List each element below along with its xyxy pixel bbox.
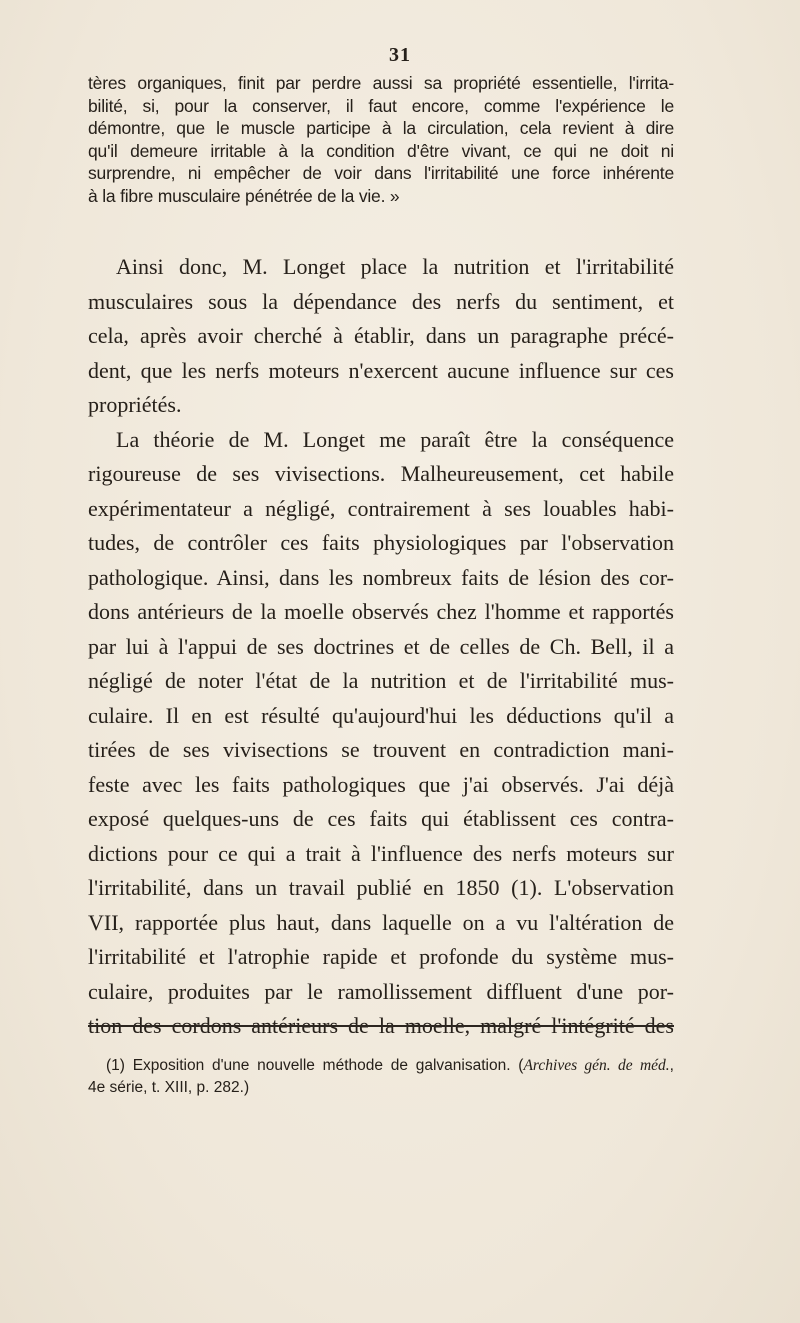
text-line: expérimentateur a négligé, contrairement à ses louables habi- [88, 495, 674, 521]
text-line: bilité, si, pour la conserver, il faut encore, comme l'expérience le [88, 95, 674, 116]
footnote-text: (1) Exposition d'une nouvelle méthode de galvanisation. ( [106, 1057, 524, 1074]
text-line: exposé quelques-uns de ces faits qui établissent ces contra- [88, 806, 674, 831]
text-line: culaire, produites par le ramollissement diffluent d'une por- [88, 978, 674, 1004]
text-line: négligé de noter l'état de la nutrition et de l'irritabilité mus- [88, 668, 674, 693]
text-line: cela, après avoir cherché à établir, dans un paragraphe précé- [88, 323, 674, 348]
text-line: La théorie de M. Longet me paraît être la conséquence [116, 426, 674, 452]
page-number: 31 [389, 44, 411, 66]
footnote-punctuation: , [669, 1057, 674, 1074]
text-line: tudes, de contrôler ces faits physiologiques par l'observation [88, 530, 674, 555]
text-line: démontre, que le muscle participe à la circulation, cela revient à dire [88, 118, 674, 139]
footnote-journal-title: Archives gén. de méd. [523, 1057, 670, 1074]
footnote-line: 4e série, t. XIII, p. 282.) [88, 1079, 250, 1096]
text-line: dictions pour ce qui a trait à l'influence des nerfs moteurs sur [88, 840, 674, 866]
text-line: culaire. Il en est résulté qu'aujourd'hui les déductions qu'il a [88, 702, 674, 728]
text-line: l'irritabilité et l'atrophie rapide et profonde du système mus- [88, 944, 674, 969]
text-line: surprendre, ni empêcher de voir dans l'irritabilité une force inhérente [88, 163, 674, 184]
text-line: musculaires sous la dépendance des nerfs du sentiment, et [88, 288, 674, 314]
body-text [88, 250, 674, 1044]
text-line: VII, rapportée plus haut, dans laquelle on a vu l'altération de [88, 909, 674, 935]
text-line: tirées de ses vivisections se trouvent en contradiction mani- [88, 737, 674, 762]
footnote-rule [88, 1025, 674, 1027]
text-line: l'irritabilité, dans un travail publié en 1850 (1). L'observation [88, 875, 674, 900]
text-line: qu'il demeure irritable à la condition d'être vivant, ce qui ne doit ni [88, 140, 674, 161]
text-line: rigoureuse de ses vivisections. Malheureusement, cet habile [88, 461, 674, 486]
footnote-line [88, 1055, 674, 1077]
text-line: propriétés. [88, 392, 182, 417]
text-line: par lui à l'appui de ses doctrines et de celles de Ch. Bell, il a [88, 633, 674, 659]
text-line: dons antérieurs de la moelle observés chez l'homme et rapportés [88, 599, 674, 624]
paragraph-longet-theory [88, 423, 674, 1044]
quote-paragraph [88, 72, 674, 208]
text-line: feste avec les faits pathologiques que j'ai observés. J'ai déjà [88, 771, 674, 797]
text-line: Ainsi donc, M. Longet place la nutrition et l'irritabilité [116, 254, 674, 279]
text-line: pathologique. Ainsi, dans les nombreux faits de lésion des cor- [88, 564, 674, 590]
paragraph-longet-nutrition [88, 250, 674, 423]
text-line: tères organiques, finit par perdre aussi sa propriété essentielle, l'irrita- [88, 73, 674, 93]
text-line: dent, que les nerfs moteurs n'exercent aucune influence sur ces [88, 357, 674, 383]
text-line: tion des cordons antérieurs de la moelle, malgré l'intégrité des [88, 1013, 674, 1038]
footnote [88, 1055, 674, 1099]
text-line: à la fibre musculaire pénétrée de la vie. » [88, 185, 400, 206]
